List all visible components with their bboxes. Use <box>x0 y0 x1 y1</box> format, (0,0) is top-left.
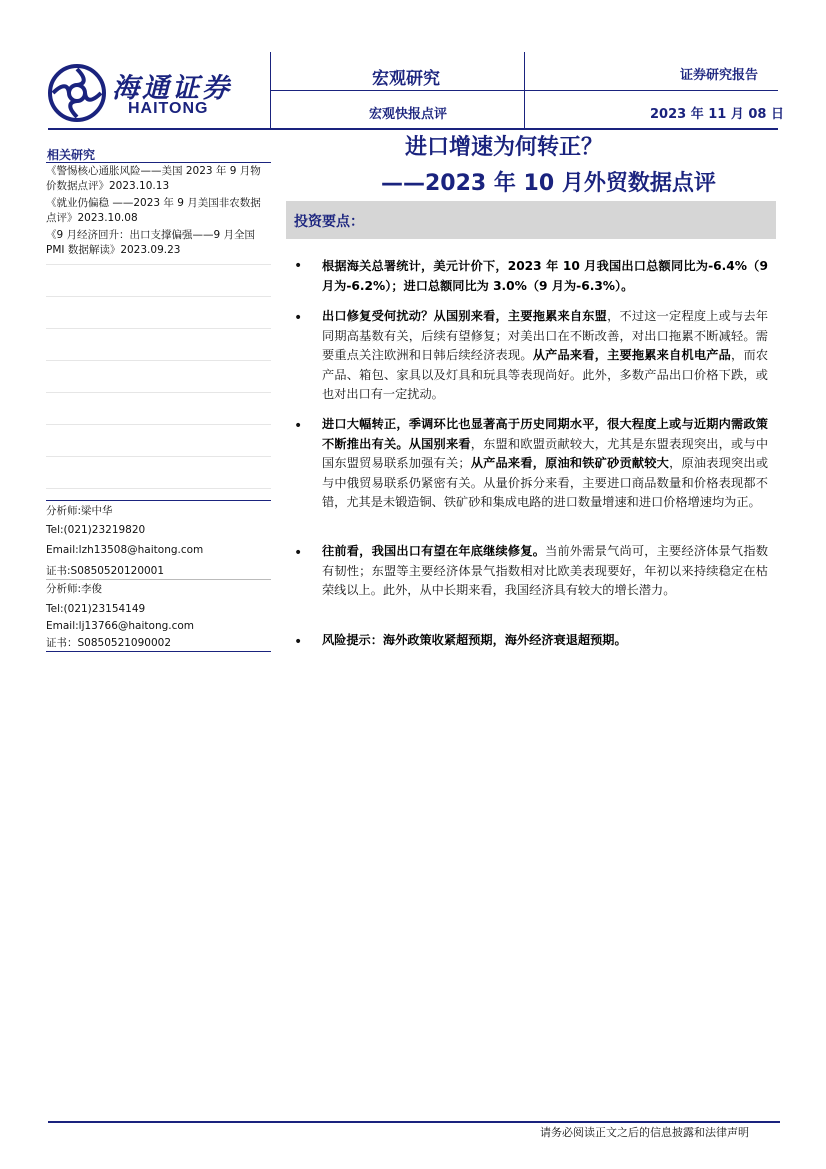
highlight-paragraph <box>322 307 768 405</box>
sidebar-separator <box>46 488 271 489</box>
analyst-name: 分析师:梁中华 <box>46 505 113 517</box>
analyst-tel: Tel:(021)23219820 <box>46 524 146 536</box>
sidebar-separator <box>46 456 271 457</box>
bullet-icon: • <box>294 545 303 561</box>
logo-english-name: HAITONG <box>128 100 209 117</box>
analyst-email[interactable]: Email:lj13766@haitong.com <box>46 620 195 632</box>
highlight-bold-text: 根据海关总署统计，美元计价下，2023 年 10 月我国出口总额同比为-6.4%（9 月为-6.2%）；进口总额同比为 3.0%（9 月为-6.3%）。 <box>322 259 768 293</box>
highlight-text: ，不过这一定程度上或与去年同期高基数有关，后续有望修复；对美出口在不断改善，对出口拖累不断减轻。需要重点关注欧洲和日韩后续经济表现。 <box>322 309 769 362</box>
highlight-text: ，原油表现突出或与中俄贸易联系仍紧密有关。从量价拆分来看，主要进口商品数量和价格表现都不错，尤其是未锻造铜、铁矿砂和集成电路的进口数量增速和进口价格增速均为正。 <box>322 456 769 509</box>
header-divider-horizontal <box>270 90 778 91</box>
analyst-email[interactable]: Email:lzh13508@haitong.com <box>46 544 204 556</box>
report-date: 2023 年 11 月 08 日 <box>650 107 784 122</box>
sidebar-separator <box>46 296 271 297</box>
report-subtype: 宏观快报点评 <box>369 107 448 122</box>
highlight-bold-text: 进口大幅转正，季调环比也显著高于历史同期水平，很大程度上或与近期内需政策不断推出有关。从国别来看 <box>322 417 768 451</box>
analyst-rule <box>46 500 271 501</box>
investment-highlights-label: 投资要点： <box>294 214 364 230</box>
analyst-bottom-rule <box>46 651 271 652</box>
highlight-text: ，东盟和欧盟贡献较大，尤其是东盟表现突出，或与中国东盟贸易联系加强有关； <box>322 436 769 470</box>
report-category: 宏观研究 <box>372 69 440 89</box>
highlight-paragraph <box>322 631 768 651</box>
highlight-bold-text: 往前看，我国出口有望在年底继续修复。 <box>322 544 546 558</box>
report-title: 进口增速为何转正？ <box>405 135 604 160</box>
analyst-separator <box>46 579 271 580</box>
sidebar-separator <box>46 328 271 329</box>
sidebar-separator <box>46 360 271 361</box>
related-research-title: 相关研究 <box>47 148 96 162</box>
haitong-emblem-icon <box>48 64 106 122</box>
highlight-paragraph <box>322 542 768 601</box>
logo-chinese-name: 海通证券 <box>112 73 232 104</box>
report-subtitle: ——2023 年 10 月外贸数据点评 <box>381 171 716 196</box>
highlight-text: ，而农产品、箱包、家具以及灯具和玩具等表现尚好。此外，多数产品出口价格下跌，或也对出口有一定扰动。 <box>322 348 769 401</box>
sidebar-separator <box>46 392 271 393</box>
analyst-name: 分析师:李俊 <box>46 583 103 595</box>
related-research-item[interactable]: 《9 月经济回升：出口支撑偏强——9 月全国 PMI 数据解读》2023.09.23 <box>46 229 256 256</box>
related-research-item[interactable]: 《警惕核心通胀风险——美国 2023 年 9 月物价数据点评》2023.10.13 <box>46 165 261 192</box>
bullet-icon: • <box>294 418 303 434</box>
highlight-paragraph <box>322 415 768 513</box>
haitong-logo <box>48 62 248 122</box>
bullet-icon: • <box>294 310 303 326</box>
highlight-bold-text: 从产品来看，原油和铁矿砂贡献较大 <box>470 456 670 470</box>
risk-warning: 风险提示：海外政策收紧超预期，海外经济衰退超预期。 <box>322 633 627 647</box>
sidebar-separator <box>46 424 271 425</box>
highlight-text: 当前外需景气尚可，主要经济体景气指数有韧性；东盟等主要经济体景气指数相对比欧美表现要好，年初以来持续稳定在枯荣线以上。此外，从中长期来看，我国经济具有较大的增长潜力。 <box>322 544 769 597</box>
analyst-cert: 证书：S0850521090002 <box>46 637 172 649</box>
highlight-paragraph <box>322 257 768 296</box>
footer-rule <box>48 1121 780 1123</box>
analyst-tel: Tel:(021)23154149 <box>46 603 146 615</box>
sidebar-rule <box>46 162 271 163</box>
analyst-cert: 证书:S0850520120001 <box>46 565 165 577</box>
bullet-icon: • <box>294 258 303 274</box>
bullet-icon: • <box>294 634 303 650</box>
investment-highlights-bar <box>286 201 776 239</box>
related-research-item[interactable]: 《就业仍偏稳 ——2023 年 9 月美国非农数据点评》2023.10.08 <box>46 197 261 224</box>
highlight-bold-text: 从产品来看，主要拖累来自机电产品 <box>532 348 732 362</box>
highlight-bold-text: 出口修复受何扰动？从国别来看，主要拖累来自东盟 <box>322 309 608 323</box>
report-type: 证券研究报告 <box>680 68 759 83</box>
footer-disclaimer[interactable]: 请务必阅读正文之后的信息披露和法律声明 <box>540 1126 749 1139</box>
sidebar-separator <box>46 264 271 265</box>
